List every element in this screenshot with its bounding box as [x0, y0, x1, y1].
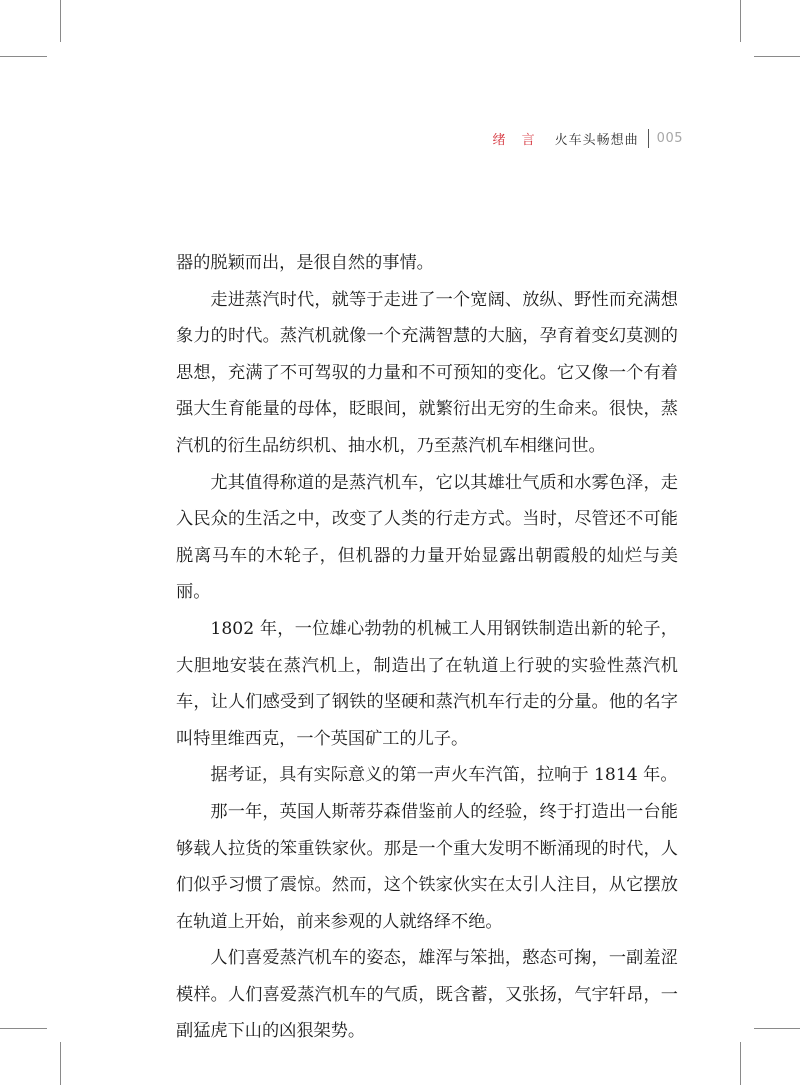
section-label: 绪 言 — [492, 132, 541, 148]
crop-mark-bottom-right-horizontal — [754, 1028, 800, 1029]
paragraph: 据考证，具有实际意义的第一声火车汽笛，拉响于 1814 年。 — [210, 765, 678, 786]
crop-mark-bottom-left-horizontal — [0, 1028, 47, 1029]
page-number: 005 — [656, 130, 683, 146]
paragraph: 尤其值得称道的是蒸汽机车，它以其雄壮气质和水雾色泽，走入民众的生活之中，改变了人类的行走方式。当时，尽管还不可能脱离马车的木轮子，但机器的力量开始显露出朝霞般的灿烂与美丽。 — [176, 472, 678, 603]
paragraph: 走进蒸汽时代，就等于走进了一个宽阔、放纵、野性而充满想象力的时代。蒸汽机就像一个充满智慧的大脑，孕育着变幻莫测的思想，充满了不可驾驭的力量和不可预知的变化。它又像一个有着强大生育能量的母体，眨眼间，就繁衍出无穷的生命来。很快，蒸汽机的衍生品纺织机、抽水机，乃至蒸汽机车相继问世。 — [176, 289, 678, 456]
paragraph: 1802 年，一位雄心勃勃的机械工人用钢铁制造出新的轮子，大胆地安装在蒸汽机上，制造出了在轨道上行驶的实验性蒸汽机车，让人们感受到了钢铁的坚硬和蒸汽机车行走的分量。他的名字叫特里维西克，一个英国矿工的儿子。 — [176, 618, 678, 749]
crop-mark-bottom-right — [740, 1042, 741, 1085]
crop-mark-top-left-horizontal — [0, 56, 47, 57]
crop-mark-bottom-left — [60, 1042, 61, 1085]
running-header — [493, 128, 683, 148]
crop-mark-top-right — [740, 0, 741, 42]
paragraph: 人们喜爱蒸汽机车的姿态，雄浑与笨拙，憨态可掬，一副羞涩模样。人们喜爱蒸汽机车的气质，既含蓄，又张扬，气宇轩昂，一副猛虎下山的凶狠架势。 — [176, 948, 678, 1042]
book-title: 火车头畅想曲 — [554, 132, 639, 148]
paragraph: 器的脱颖而出，是很自然的事情。 — [176, 253, 434, 273]
header-divider — [648, 129, 649, 148]
crop-mark-top-right-horizontal — [754, 56, 800, 57]
crop-mark-top-left — [60, 0, 61, 42]
paragraph: 那一年，英国人斯蒂芬森借鉴前人的经验，终于打造出一台能够载人拉货的笨重铁家伙。那是一个重大发明不断涌现的时代，人们似乎习惯了震惊。然而，这个铁家伙实在太引人注目，从它摆放在轨道上开始，前来参观的人就络绎不绝。 — [176, 801, 678, 932]
body-text — [176, 245, 678, 1050]
